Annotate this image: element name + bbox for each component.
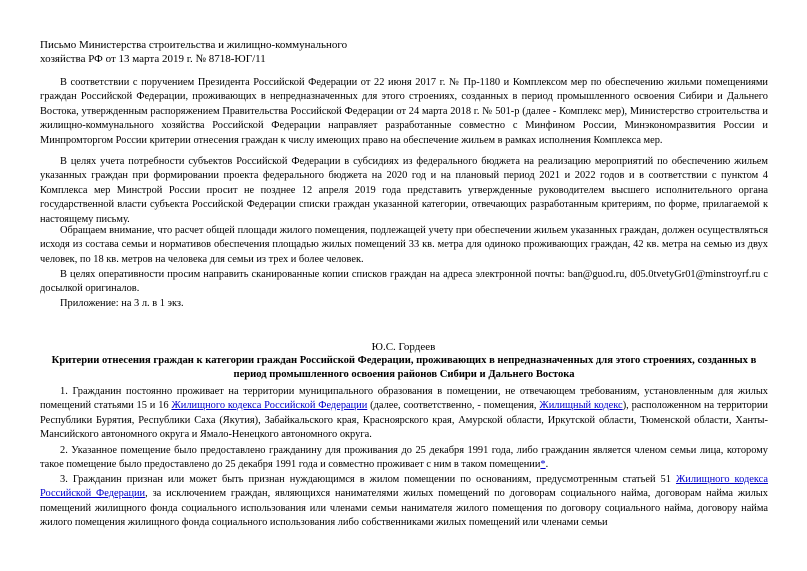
housing-code-article-51-link[interactable]: Жилищного кодекса Российской Федерации [40,474,768,500]
header-line-1: Письмо Министерства строительства и жилищно-коммунального [40,39,348,51]
criteria-item-3-text-a: 3. Гражданин признан или может быть признан нуждающимся в жилом помещении по основаниям, предусмотренным статьей 51 [60,474,676,485]
criteria-item-2 [40,444,768,473]
attachment-note: Приложение: на 3 л. в 1 экз. [60,298,184,309]
footnote-link[interactable]: * [540,459,546,471]
criteria-item-2-text-a: 2. Указанное помещение было предоставлено гражданину для проживания до 25 декабря 1991 года, либо гражданин является членом семьи лица, которому такое помещение было предоставлено до 25 декабря 1991 года и совместно проживает с ним в таком помещении [40,445,768,471]
letter-paragraph-3: Обращаем внимание, что расчет общей площади жилого помещения, подлежащей учету при обеспечении жильем указанных граждан, должен осуществляться исходя из состава семьи и нормативов обеспечения площадью жилых помещений 33 кв. метра для одиноко проживающих граждан, 42 кв. метра на семью из двух человек, по 18 кв. метров на человека для семьи из трех и более человек. [40,225,768,265]
letter-paragraph-2: В целях учета потребности субъектов Российской Федерации в субсидиях из федерального бюджета на реализацию мероприятий по обеспечению жильем указанных граждан при формировании проекта федерального бюджета на 2020 год и на плановый период 2021 и 2022 годов и в соответствии с пунктом 4 Комплекса мер Минстрой России просит не позднее 12 апреля 2019 года представить утвержденные руководителем высшего исполнительного органа государственной власти субъекта Российской Федерации списки граждан указанной категории, отвечающих разработанным критериям, по форме, прилагаемой к настоящему письму. [40,156,768,225]
letter-header [40,38,460,66]
criteria-title: Критерии отнесения граждан к категории граждан Российской Федерации, проживающих в непредназначенных для этого строениях, созданных в период промышленного освоения районов Сибири и Дальнего Востока [51,355,757,381]
header-line-2: хозяйства РФ от 13 марта 2019 г. № 8718-ЮГ/11 [40,53,266,65]
letter-paragraph-1: В соответствии с поручением Президента Российской Федерации от 22 июня 2017 г. № Пр-1180 и Комплексом мер по обеспечению жильми помещениями граждан Российской Федерации, проживающих в непредназначенных для этого строениях, созданных в период промышленного освоения Сибири и Дальнего Востока, утвержденным распоряжением Правительства Российской Федерации от 24 марта 2018 г. № 501-р (далее - Комплекс мер), Министерство строительства и жилищно-коммунального хозяйства Российской Федерации направляет разработанные совместно с Минфином России, Минэкономразвития России и Минпромторгом России критерии отнесения граждан к числу имеющих право на обеспечение жильем в рамках исполнения Комплекса мер. [40,77,768,146]
signature: Ю.С. Гордеев [371,341,436,353]
criteria-item-2-text-b: . [545,459,549,471]
letter-paragraph-4: В целях оперативности просим направить сканированные копии списков граждан на адреса электронной почты: ban@guod.ru, d05.0tvetyGr01@minstroyrf.ru с досылкой оригиналов. [40,269,768,295]
housing-code-link[interactable]: Жилищного кодекса Российской Федерации [171,400,368,412]
criteria-item-3-text-b: , за исключением граждан, являющихся нанимателями жилых помещений по договорам социального найма, договорам найма жилых помещений жилищного фонда социального использования или членами семьи нанимателя жилого помещения по договору социального найма, договору найма жилого помещения жилищного фонда социального использования либо собственниками жилых помещений или членами семьи [40,488,768,529]
criteria-item-1-text-a: 1. Гражданин постоянно проживает на территории муниципального образования в помещении, не отвечающем требованиям, установленным для жилых помещений статьями 15 и 16 [40,386,768,412]
criteria-item-1-text-b: (далее, соответственно, - помещения, [367,400,540,412]
housing-code-short-link[interactable]: Жилищный кодекс [539,400,623,412]
criteria-item-3 [40,473,768,531]
criteria-item-1-text-c: ), расположенном на территории Республики Бурятия, Республики Саха (Якутия), Забайкальского края, Красноярского края, Амурской области, Иркутской области, Тюменской области, Ханты-Мансийского автономного округа и Ямало-Ненецкого автономного округа. [40,400,768,441]
criteria-item-1 [40,385,768,443]
